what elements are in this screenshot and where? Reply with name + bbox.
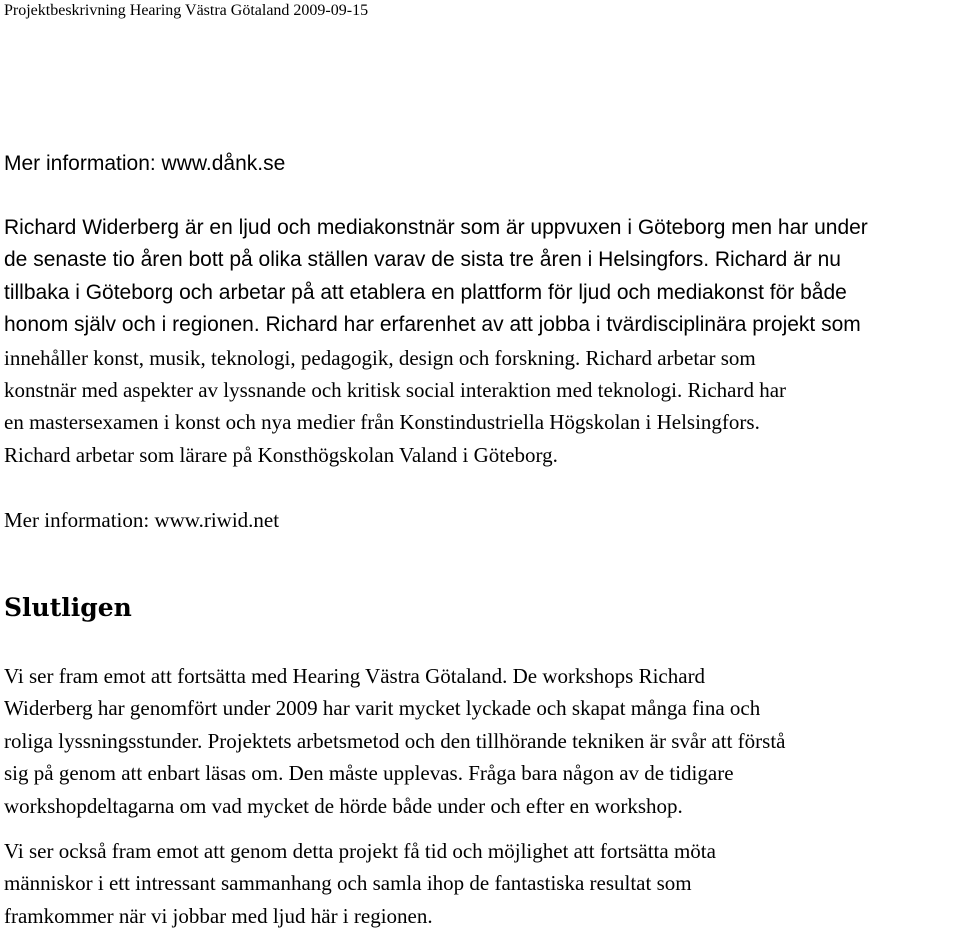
closing-line: workshopdeltagarna om vad mycket de hörde både under och efter en workshop.: [4, 793, 683, 818]
bio-line: konstnär med aspekter av lyssnande och kritisk social interaktion med teknologi. Richard har: [4, 378, 787, 403]
more-info-link-riwid: Mer information: www.riwid.net: [4, 508, 280, 532]
closing-line: sig på genom att enbart läsas om. Den måste upplevas. Fråga bara någon av de tidigare: [4, 761, 734, 786]
closing-line: Vi ser också fram emot att genom detta projekt få tid och möjlighet att fortsätta möta: [4, 839, 716, 863]
closing-paragraph-2: [4, 835, 716, 932]
closing-line: Widerberg har genomfört under 2009 har varit mycket lyckade och skapat många fina och: [4, 696, 761, 721]
page-header: Projektbeskrivning Hearing Västra Götaland 2009-09-15: [4, 2, 369, 19]
bio-line: en mastersexamen i konst och nya medier från Konstindustriella Högskolan i Helsingfors.: [4, 410, 760, 435]
more-info-link-danke: Mer information: www.dånk.se: [4, 152, 286, 175]
closing-paragraph-1: [4, 660, 785, 822]
closing-line: Vi ser fram emot att fortsätta med Hearing Västra Götaland. De workshops Richard: [4, 664, 706, 688]
closing-line: människor i ett intressant sammanhang och samla ihop de fantastiska resultat som: [4, 871, 692, 896]
bio-line: Richard Widerberg är en ljud och mediakonstnär som är uppvuxen i Göteborg men har under: [4, 216, 868, 239]
bio-line: Richard arbetar som lärare på Konsthögskolan Valand i Göteborg.: [4, 442, 558, 467]
bio-line: innehåller konst, musik, teknologi, pedagogik, design och forskning. Richard arbetar som: [4, 345, 756, 370]
richard-bio-paragraph: [4, 212, 868, 471]
closing-line: framkommer när vi jobbar med ljud här i regionen.: [4, 903, 433, 928]
closing-line: roliga lyssningsstunder. Projektets arbetsmetod och den tillhörande tekniken är svår att förstå: [4, 728, 786, 753]
bio-line: tillbaka i Göteborg och arbetar på att etablera en plattform för ljud och mediakonst för både: [4, 280, 847, 304]
section-heading: Slutligen: [4, 593, 132, 622]
bio-line: honom själv och i regionen. Richard har erfarenhet av att jobba i tvärdisciplinära projekt som: [4, 313, 861, 337]
bio-line: de senaste tio åren bott på olika ställen varav de sista tre åren i Helsingfors. Richard är nu: [4, 248, 841, 272]
